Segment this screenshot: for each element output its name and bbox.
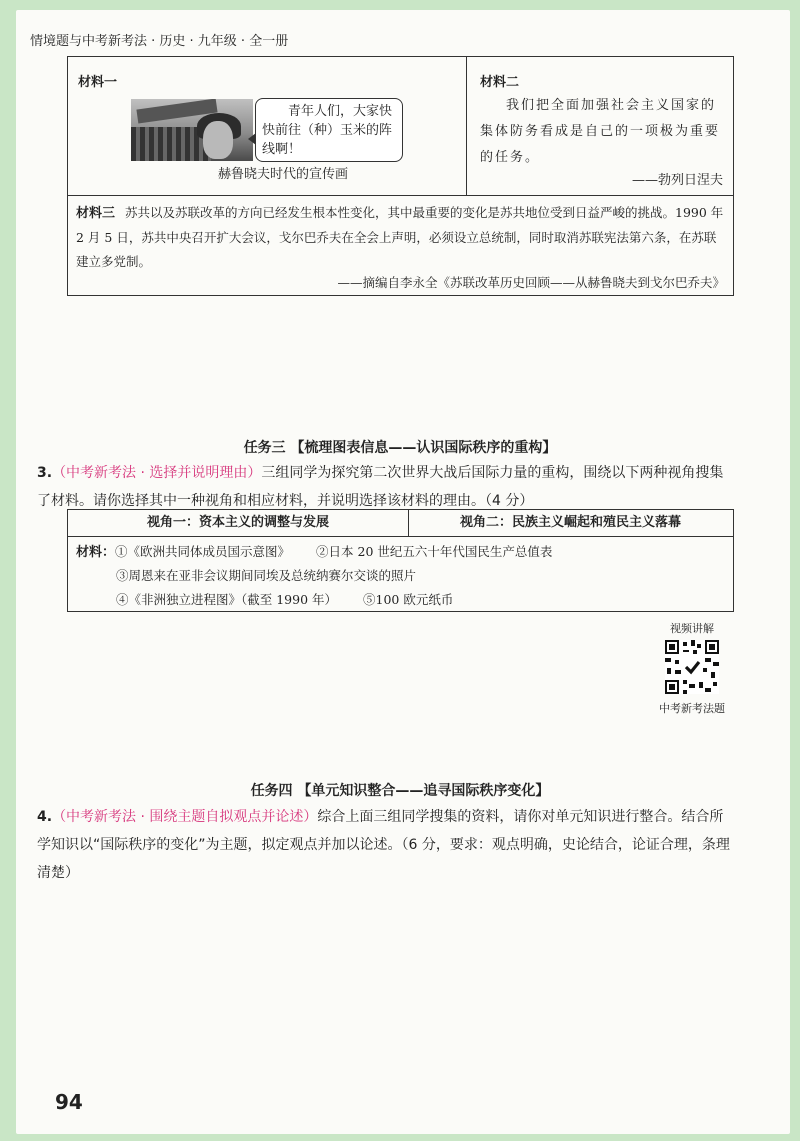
question-3-text: 三组同学为探究第二次世界大战后国际力量的重构，围绕以下两种视角搜集了材料。请你选择其中一种视角和相应材料，并说明选择该材料的理由。（4 分）	[37, 465, 724, 509]
task-4-title: 任务四 【单元知识整合——追寻国际秩序变化】	[250, 783, 550, 799]
material-item-1: ①《欧洲共同体成员国示意图》	[115, 544, 291, 559]
materials-box	[67, 56, 734, 296]
qr-code-block[interactable]	[650, 620, 734, 716]
question-3	[37, 459, 737, 515]
speech-bubble-text: 青年人们，大家快快前往（种）玉米的阵线啊！	[262, 104, 393, 157]
page-number: 94	[55, 1090, 83, 1114]
running-header: 情境题与中考新考法 · 历史 · 九年级 · 全一册	[30, 34, 289, 49]
material-item-4: ④《非洲独立进程图》（截至 1990 年）	[116, 592, 338, 607]
material-2-text: 我们把全面加强社会主义国家的集体防务看成是自己的一项极为重要的任务。	[480, 98, 721, 165]
material-3-source: ——摘编自李永全《苏联改革历史回顾——从赫鲁晓夫到戈尔巴乔夫》	[337, 275, 725, 290]
perspective-2: 视角二：民族主义崛起和殖民主义落幕	[459, 515, 681, 530]
qr-title: 视频讲解	[670, 622, 714, 635]
material-1-label: 材料一	[78, 75, 118, 90]
qr-subtitle: 中考新考法题	[659, 702, 725, 715]
perspective-1: 视角一：资本主义的调整与发展	[68, 510, 409, 536]
question-4	[37, 803, 737, 887]
speech-bubble	[255, 98, 403, 162]
qr-code-icon[interactable]	[665, 640, 719, 694]
material-item-2: ②日本 20 世纪五六十年代国民生产总值表	[316, 544, 553, 559]
material-2-label: 材料二	[480, 75, 520, 90]
material-2-source: ——勃列日涅夫	[631, 173, 723, 188]
question-3-number: 3.	[37, 465, 53, 481]
material-3	[76, 201, 726, 274]
material-3-text: 苏共以及苏联改革的方向已经发生根本性变化，其中最重要的变化是苏共地位受到日益严峻的挑战。1990 年 2 月 5 日，苏共中央召开扩大会议，戈尔巴乔夫在全会上声明，必须设立总统制，同时取消苏联宪法第六条，在苏联建立多党制。	[76, 205, 724, 269]
question-4-type: （中考新考法 · 围绕主题自拟观点并论述）	[52, 809, 318, 825]
materials-list	[76, 540, 716, 612]
material-3-label: 材料三	[76, 206, 116, 221]
task-3-title: 任务三 【梳理图表信息——认识国际秩序的重构】	[243, 440, 557, 456]
perspectives-table	[67, 509, 734, 612]
divider-vertical	[466, 57, 467, 195]
material-1-caption: 赫鲁晓夫时代的宣传画	[218, 167, 349, 182]
divider-horizontal	[68, 195, 733, 196]
question-4-number: 4.	[37, 809, 53, 825]
perspectives-header	[68, 510, 733, 537]
materials-list-label: 材料：	[76, 545, 116, 560]
propaganda-poster-image	[131, 99, 253, 161]
question-3-type: （中考新考法 · 选择并说明理由）	[52, 465, 262, 481]
material-item-3: ③周恩来在亚非会议期间同埃及总统纳赛尔交谈的照片	[116, 568, 417, 583]
question-4-text: 综合上面三组同学搜集的资料，请你对单元知识进行整合。结合所学知识以“国际秩序的变化”为主题，拟定观点并加以论述。（6 分，要求：观点明确，史论结合，论证合理，条理清楚）	[37, 809, 730, 881]
material-item-5: ⑤100 欧元纸币	[363, 592, 454, 607]
